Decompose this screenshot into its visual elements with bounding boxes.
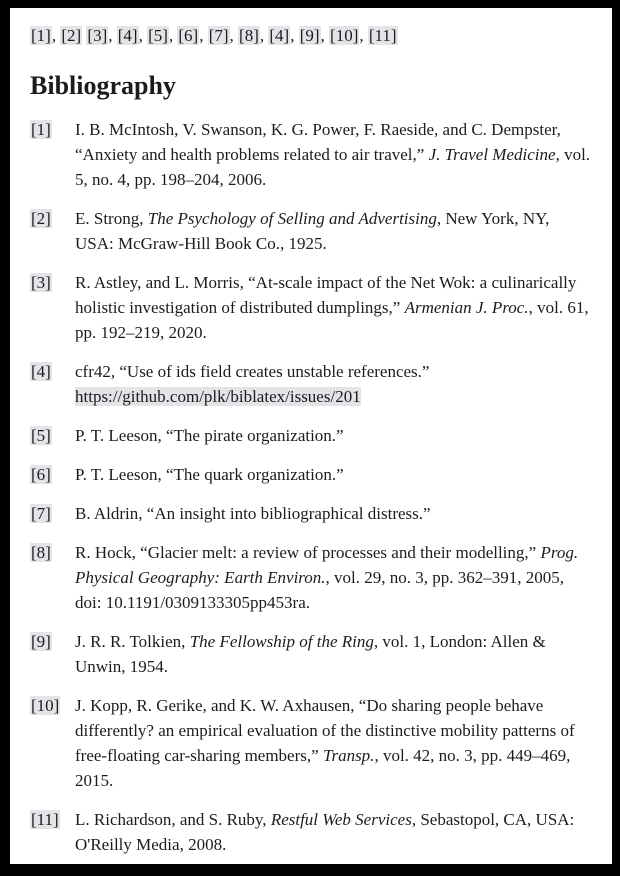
reference-text	[75, 270, 592, 345]
reference-label[interactable]: [4]	[31, 362, 51, 381]
citation-link[interactable]: [8]	[239, 26, 259, 45]
reference-plain-text: , vol. 42, no. 3, pp. 449–469, 2015.	[75, 746, 571, 790]
citation-separator: ,	[138, 26, 148, 45]
reference-label-column	[30, 501, 75, 526]
reference-item	[30, 501, 592, 526]
reference-label-column	[30, 807, 75, 857]
reference-plain-text: cfr42, “Use of ids field creates unstable references.”	[75, 362, 430, 381]
citation-separator: ,	[259, 26, 269, 45]
citation-separator: ,	[199, 26, 208, 45]
citation-separator: ,	[320, 26, 330, 45]
document-page	[10, 8, 612, 864]
reference-text	[75, 423, 592, 448]
reference-label[interactable]: [6]	[31, 465, 51, 484]
reference-item	[30, 206, 592, 256]
reference-label[interactable]: [11]	[31, 810, 59, 829]
reference-label-column	[30, 117, 75, 192]
reference-label-column	[30, 629, 75, 679]
reference-plain-text: J. Kopp, R. Gerike, and K. W. Axhausen, “Do sharing people behave differently? an empirical evaluation of the distinctive mobility patterns of free-floating car-sharing members,”	[75, 696, 575, 765]
reference-italic-title: Armenian J. Proc.	[404, 298, 529, 317]
reference-text	[75, 206, 592, 256]
reference-label[interactable]: [10]	[31, 696, 60, 715]
reference-italic-title: The Psychology of Selling and Advertising	[147, 209, 437, 228]
citation-separator: ,	[51, 26, 61, 45]
reference-italic-title: J. Travel Medicine	[428, 145, 556, 164]
reference-label-column	[30, 540, 75, 615]
reference-text	[75, 117, 592, 192]
reference-label-column	[30, 693, 75, 793]
citation-link[interactable]: [3]	[87, 26, 108, 45]
reference-text	[75, 629, 592, 679]
citation-separator: ,	[108, 26, 117, 45]
reference-text	[75, 693, 592, 793]
reference-label[interactable]: [9]	[31, 632, 51, 651]
reference-text	[75, 807, 592, 857]
reference-plain-text: P. T. Leeson, “The quark organization.”	[75, 465, 344, 484]
reference-text	[75, 540, 592, 615]
reference-label-column	[30, 423, 75, 448]
citation-separator: ,	[168, 26, 178, 45]
reference-plain-text: P. T. Leeson, “The pirate organization.”	[75, 426, 344, 445]
citation-line	[30, 23, 592, 48]
reference-plain-text: R. Hock, “Glacier melt: a review of processes and their modelling,”	[75, 543, 541, 562]
reference-text	[75, 359, 592, 409]
reference-plain-text: , vol. 29, no. 3, pp. 362–391, 2005, doi: 10.1191/0309133305pp453ra.	[75, 568, 565, 612]
reference-url-link[interactable]: https://github.com/plk/biblatex/issues/201	[75, 387, 361, 406]
reference-label[interactable]: [1]	[31, 120, 51, 139]
reference-item	[30, 462, 592, 487]
reference-plain-text: , vol. 1, London: Allen & Unwin, 1954.	[75, 632, 546, 676]
reference-item	[30, 540, 592, 615]
citation-link[interactable]: [7]	[208, 26, 229, 45]
reference-label-column	[30, 206, 75, 256]
reference-text	[75, 462, 592, 487]
reference-italic-title: The Fellowship of the Ring	[189, 632, 374, 651]
bibliography-heading: Bibliography	[30, 71, 176, 100]
reference-plain-text: J. R. R. Tolkien,	[75, 632, 190, 651]
reference-italic-title: Transp.	[322, 746, 375, 765]
citation-link[interactable]: [6]	[178, 26, 199, 45]
reference-plain-text: , Sebastopol, CA, USA: O'Reilly Media, 2008.	[75, 810, 575, 854]
citation-separator: ,	[229, 26, 239, 45]
reference-label[interactable]: [2]	[31, 209, 51, 228]
reference-item	[30, 270, 592, 345]
reference-label[interactable]: [7]	[31, 504, 51, 523]
citation-link[interactable]: [11]	[368, 26, 397, 45]
reference-plain-text: E. Strong,	[75, 209, 148, 228]
reference-item	[30, 359, 592, 409]
citation-link[interactable]: [4]	[269, 26, 290, 45]
reference-plain-text: , vol. 61, pp. 192–219, 2020.	[75, 298, 589, 342]
reference-plain-text: R. Astley, and L. Morris, “At-scale impact of the Net Wok: a culinarically holistic investigation of distributed dumplings,”	[75, 273, 577, 317]
reference-plain-text: , New York, NY, USA: McGraw-Hill Book Co., 1925.	[75, 209, 550, 253]
citation-link[interactable]: [5]	[148, 26, 168, 45]
reference-item	[30, 807, 592, 857]
reference-label-column	[30, 359, 75, 409]
reference-item	[30, 629, 592, 679]
citation-separator: ,	[359, 26, 368, 45]
reference-plain-text: I. B. McIntosh, V. Swanson, K. G. Power, F. Raeside, and C. Dempster, “Anxiety and health problems related to air travel,”	[75, 120, 561, 164]
reference-label[interactable]: [8]	[31, 543, 51, 562]
citation-link[interactable]: [2]	[61, 26, 82, 45]
reference-italic-title: Restful Web Services	[270, 810, 412, 829]
reference-text	[75, 501, 592, 526]
reference-label[interactable]: [3]	[31, 273, 51, 292]
reference-label-column	[30, 462, 75, 487]
reference-plain-text: B. Aldrin, “An insight into bibliographical distress.”	[75, 504, 431, 523]
reference-plain-text: L. Richardson, and S. Ruby,	[75, 810, 271, 829]
citation-link[interactable]: [10]	[330, 26, 359, 45]
citation-link[interactable]: [4]	[117, 26, 138, 45]
reference-list	[30, 117, 592, 857]
citation-separator: ,	[290, 26, 299, 45]
reference-item	[30, 423, 592, 448]
citation-link[interactable]: [9]	[299, 26, 320, 45]
reference-plain-text: , vol. 5, no. 4, pp. 198–204, 2006.	[75, 145, 591, 189]
reference-item	[30, 693, 592, 793]
reference-label-column	[30, 270, 75, 345]
reference-item	[30, 117, 592, 192]
reference-italic-title: Prog. Physical Geography: Earth Environ.	[75, 543, 579, 587]
reference-label[interactable]: [5]	[31, 426, 51, 445]
citation-link[interactable]: [1]	[31, 26, 51, 45]
